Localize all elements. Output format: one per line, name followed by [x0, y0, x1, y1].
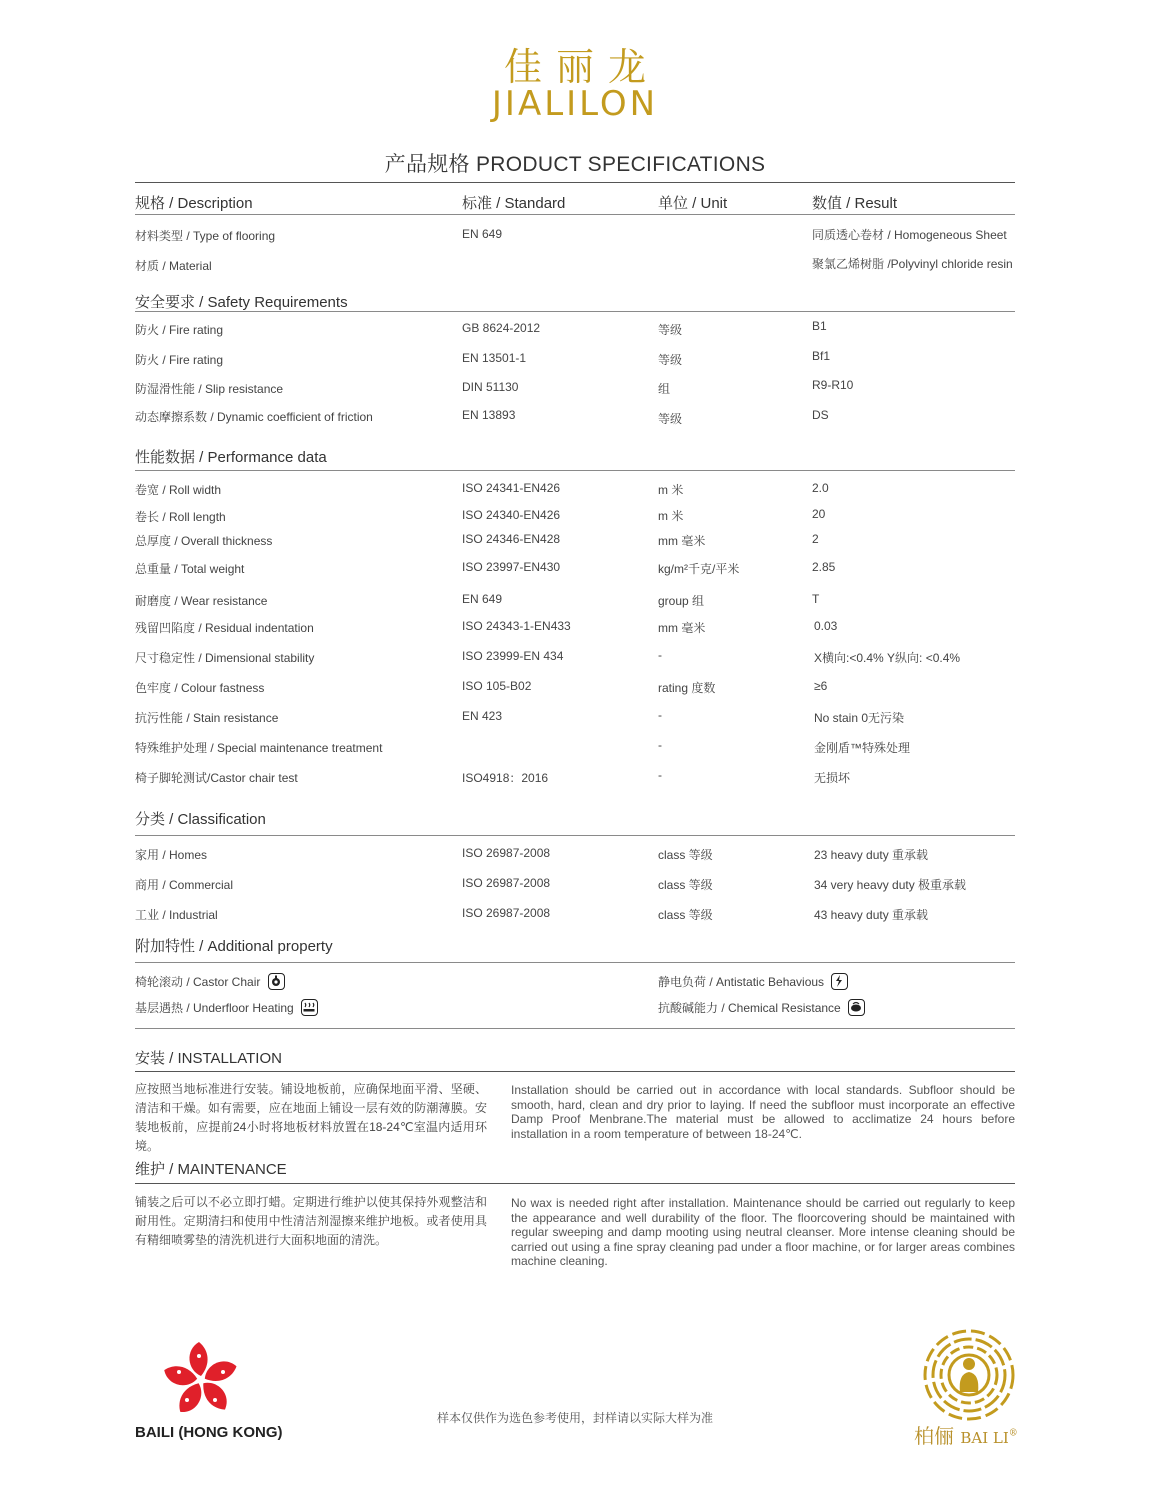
section-title-installation: 安装 / INSTALLATION [135, 1050, 282, 1067]
row-unit: - [658, 738, 662, 752]
row-result: 20 [812, 507, 826, 521]
maintenance-text-english: No wax is needed right after installation. Maintenance should be carried out regularly to keep the appearance and well durability of the floor. The floorcovering should be maintained with regular sweeping and damp mooting using neutral cleanser. More intense cleaning should be carried out using a fine spray cleaning pad under a floor machine, or for larger areas combines machine cleaning. [511, 1196, 1015, 1268]
maintenance-text-chinese: 铺装之后可以不必立即打蜡。定期进行维护以使其保持外观整洁和耐用性。定期清扫和使用中性清洁剂湿擦来维护地板。或者使用具有精细喷雾垫的清洗机进行大面积地面的清洗。 [135, 1195, 487, 1247]
row-result: No stain 0无污染 [814, 711, 905, 725]
row-description: 材料类型 / Type of flooring [135, 229, 276, 243]
row-unit: mm 毫米 [658, 621, 706, 635]
row-result: T [812, 592, 820, 606]
column-header-description: 规格 / Description [135, 195, 253, 212]
row-standard: EN 13501-1 [462, 351, 527, 365]
property-castor-chair [135, 973, 285, 991]
row-standard: ISO 26987-2008 [462, 846, 551, 860]
row-unit: - [658, 708, 662, 722]
row-unit: m 米 [658, 483, 684, 497]
installation-text-english: Installation should be carried out in accordance with local standards. Subfloor should be smooth, hard, clean and dry prior to laying. If need the subfloor must incorporate an effective Damp Proof Menbrane.The material must be allowed to acclimatize 24 hours before installation in a room temperature of between 18-24℃. [511, 1083, 1015, 1141]
chemical-resistance-icon [848, 999, 865, 1016]
row-description: 特殊维护处理 / Special maintenance treatment [135, 741, 383, 755]
row-standard: EN 649 [462, 592, 503, 606]
row-result: DS [812, 408, 829, 422]
row-unit: mm 毫米 [658, 534, 706, 548]
castor-chair-icon [268, 973, 285, 990]
row-description: 防湿滑性能 / Slip resistance [135, 382, 284, 396]
footer-brand [914, 1420, 1018, 1449]
row-description: 卷长 / Roll length [135, 510, 226, 524]
row-unit: class 等级 [658, 908, 713, 922]
row-standard: ISO4918：2016 [462, 771, 549, 785]
column-header-unit: 单位 / Unit [658, 195, 728, 212]
row-unit: kg/m²千克/平米 [658, 562, 740, 576]
section-rule [135, 962, 1015, 963]
section-rule [135, 835, 1015, 836]
row-unit: 组 [658, 382, 671, 396]
row-description: 防火 / Fire rating [135, 353, 224, 367]
row-result: 0.03 [814, 619, 838, 633]
section-rule [135, 1183, 1015, 1184]
row-standard: ISO 24340-EN426 [462, 508, 561, 522]
row-result: 2 [812, 532, 819, 546]
row-unit: group 组 [658, 594, 705, 608]
page-title: 产品规格 PRODUCT SPECIFICATIONS [384, 153, 766, 176]
row-result: 2.85 [812, 560, 836, 574]
property-antistatic [658, 973, 848, 991]
property-label: 椅轮滚动 / Castor Chair [135, 975, 261, 989]
column-header-result: 数值 / Result [812, 195, 898, 212]
row-standard: DIN 51130 [462, 380, 519, 394]
installation-text-chinese: 应按照当地标准进行安装。铺设地板前，应确保地面平滑、坚硬、清洁和干燥。如有需要，应在地面上铺设一层有效的防潮薄膜。安装地板前，应提前24小时将地板材料放置在18-24℃室温内适用环境。 [135, 1082, 487, 1153]
baili-emblem-logo [922, 1328, 1016, 1422]
row-standard: ISO 26987-2008 [462, 906, 551, 920]
footer-company-name: BAILI (HONG KONG) [135, 1424, 283, 1441]
section-rule [135, 1071, 1015, 1072]
row-standard: EN 423 [462, 709, 503, 723]
row-description: 商用 / Commercial [135, 878, 234, 892]
row-standard: EN 13893 [462, 408, 516, 422]
row-result: 无损坏 [814, 771, 851, 785]
row-unit: - [658, 768, 662, 782]
row-description: 色牢度 / Colour fastness [135, 681, 265, 695]
row-result: R9-R10 [812, 378, 854, 392]
row-description: 抗污性能 / Stain resistance [135, 711, 279, 725]
row-description: 尺寸稳定性 / Dimensional stability [135, 651, 315, 665]
section-title-maintenance: 维护 / MAINTENANCE [135, 1161, 287, 1178]
row-description: 残留凹陷度 / Residual indentation [135, 621, 314, 635]
row-result: 金刚盾™特殊处理 [814, 741, 911, 755]
section-rule [135, 470, 1015, 471]
row-result: 聚氯乙烯树脂 /Polyvinyl chloride resin [812, 257, 1013, 271]
row-standard: ISO 24346-EN428 [462, 532, 561, 546]
bauhinia-logo [160, 1340, 242, 1420]
section-title-safety: 安全要求 / Safety Requirements [135, 294, 348, 311]
row-unit: rating 度数 [658, 681, 716, 695]
row-result: 43 heavy duty 重承载 [814, 908, 929, 922]
property-label: 抗酸碱能力 / Chemical Resistance [658, 1001, 841, 1015]
row-unit: - [658, 648, 662, 662]
table-top-rule [135, 182, 1015, 183]
header-rule [135, 214, 1015, 215]
footer-brand-chinese: 柏俪 [914, 1424, 954, 1448]
row-description: 防火 / Fire rating [135, 323, 224, 337]
row-description: 总重量 / Total weight [135, 562, 245, 576]
property-label: 静电负荷 / Antistatic Behavious [658, 975, 825, 989]
row-standard: GB 8624-2012 [462, 321, 541, 335]
row-unit: 等级 [658, 353, 683, 367]
row-unit: 等级 [658, 412, 683, 426]
underfloor-heating-icon [301, 999, 318, 1016]
column-header-standard: 标准 / Standard [462, 195, 566, 212]
property-underfloor-heating [135, 999, 318, 1017]
row-result: B1 [812, 319, 827, 333]
row-unit: m 米 [658, 509, 684, 523]
footer-note: 样本仅供作为选色参考使用，封样请以实际大样为准 [436, 1411, 713, 1425]
brand-name-english: JIALILON [491, 84, 659, 124]
footer-brand-english: BAI LI [960, 1429, 1009, 1447]
row-result: 同质透心卷材 / Homogeneous Sheet [812, 228, 1007, 242]
property-chemical-resistance [658, 999, 865, 1017]
row-description: 动态摩擦系数 / Dynamic coefficient of friction [135, 410, 373, 424]
section-title-classification: 分类 / Classification [135, 811, 266, 828]
row-standard: ISO 105-B02 [462, 679, 532, 693]
property-label: 基层遇热 / Underfloor Heating [135, 1001, 294, 1015]
row-description: 材质 / Material [135, 259, 212, 273]
row-result: 34 very heavy duty 极重承载 [814, 878, 967, 892]
row-standard: ISO 24341-EN426 [462, 481, 561, 495]
row-standard: ISO 23999-EN 434 [462, 649, 564, 663]
row-description: 耐磨度 / Wear resistance [135, 594, 268, 608]
row-description: 卷宽 / Roll width [135, 483, 222, 497]
row-standard: ISO 26987-2008 [462, 876, 551, 890]
row-standard: ISO 24343-1-EN433 [462, 619, 571, 633]
antistatic-icon [831, 973, 848, 990]
row-description: 家用 / Homes [135, 848, 208, 862]
section-title-additional: 附加特性 / Additional property [135, 938, 333, 955]
row-unit: class 等级 [658, 848, 713, 862]
row-result: 2.0 [812, 481, 829, 495]
row-result: X横向:<0.4% Y纵向: <0.4% [814, 651, 961, 665]
row-unit: class 等级 [658, 878, 713, 892]
row-unit: 等级 [658, 323, 683, 337]
row-description: 总厚度 / Overall thickness [135, 534, 273, 548]
row-result: ≥6 [814, 679, 828, 693]
registered-mark: ® [1008, 1428, 1018, 1439]
section-rule [135, 311, 1015, 312]
row-standard: EN 649 [462, 227, 503, 241]
brand-name-chinese: 佳丽龙 [503, 45, 660, 89]
section-rule [135, 1028, 1015, 1029]
row-result: 23 heavy duty 重承载 [814, 848, 929, 862]
row-description: 工业 / Industrial [135, 908, 218, 922]
row-standard: ISO 23997-EN430 [462, 560, 561, 574]
section-title-performance: 性能数据 / Performance data [135, 449, 327, 466]
row-result: Bf1 [812, 349, 831, 363]
row-description: 椅子脚轮测试/Castor chair test [135, 771, 298, 785]
